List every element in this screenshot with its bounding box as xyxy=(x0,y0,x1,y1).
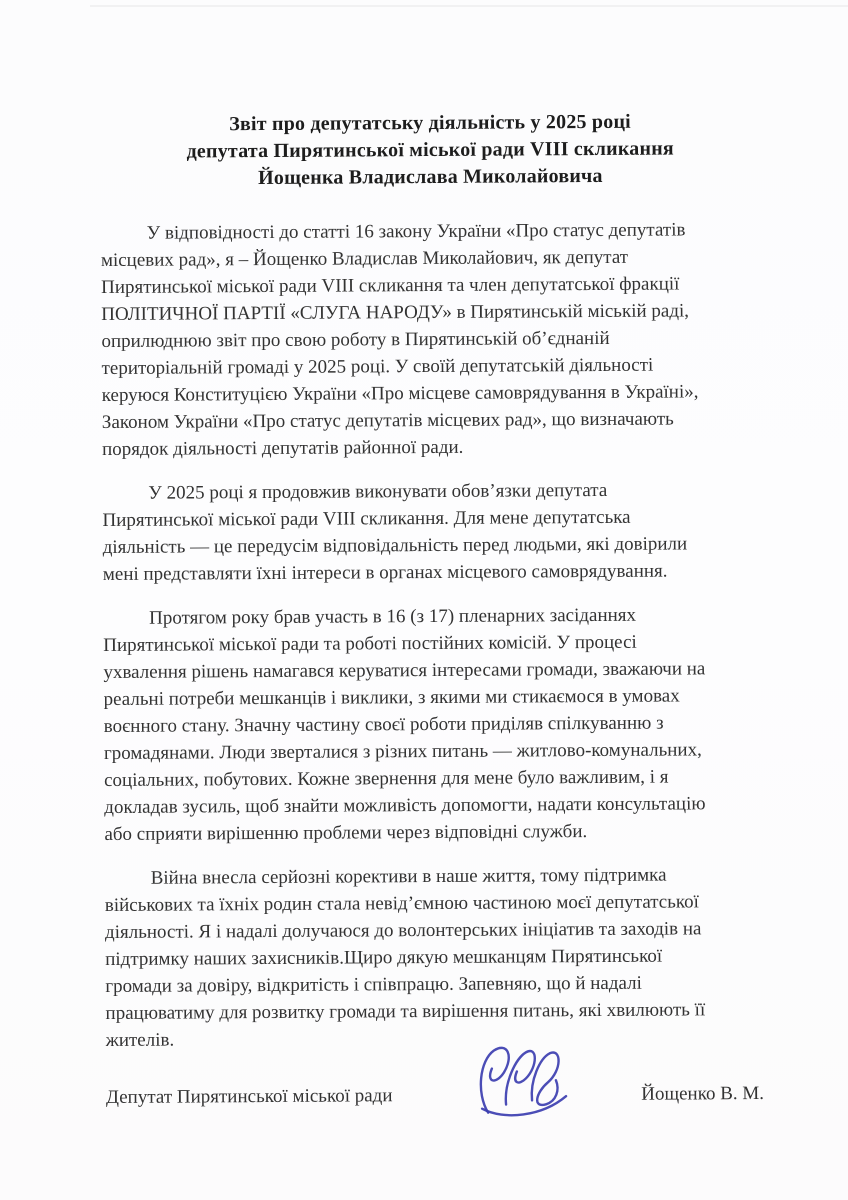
paragraph-legal-basis: У відповідності до статті 16 закону України «Про статус депутатів місцевих рад», я – Йощенко Владислав Миколайович, як депутат Пирятинської міської ради VIII скликання та член депутатської фракції ПОЛІТИЧНОЇ ПАРТІЇ «СЛУГА НАРОДУ» в Пирятинській міській раді, оприлюднюю звіт про свою роботу в Пирятинській об’єднаній територіальній громаді у 2025 році. У своїй депутатській діяльності керуюся Конституцією України «Про місцеве самоврядування в Україні», Законом України «Про статус депутатів місцевих рад», що визначають порядок діяльності депутатів районної ради. xyxy=(100,219,699,461)
signature-block xyxy=(106,1067,766,1125)
scan-artifact-line xyxy=(90,5,848,7)
report-title-line-2: депутата Пирятинської міської ради VIII скликання xyxy=(186,137,674,163)
paragraph-duties: У 2025 році я продовжив виконувати обов’язки депутата Пирятинської міської ради VIII скликання. Для мене депутатська діяльність — це передусім відповідальність перед людьми, які довірили мені представляти їхні інтереси в органах місцевого самоврядування. xyxy=(102,479,688,586)
signature-icon xyxy=(467,1038,578,1123)
signer-position-label: Депутат Пирятинської міської ради xyxy=(105,1085,393,1108)
report-title-line-1: Звіт про депутатську діяльність у 2025 році xyxy=(229,110,631,136)
document-content xyxy=(100,108,766,1125)
report-title xyxy=(100,108,760,193)
paragraph-war-volunteering: Війна внесла серйозні корективи в наше життя, тому підтримка військових та їхніх родин стала невід’ємною частиною моєї депутатської діяльності. Я і надалі долучаюся до волонтерських ініціатив та заходів на підтримку наших захисників.Щиро дякую мешканцям Пирятинської громади за довіру, відкритість і співпрацю. Запевняю, що й надалі працюватиму для розвитку громади та вирішення питань, які хвилюють її жителів. xyxy=(104,864,706,1051)
paragraph-sessions-work: Протягом року брав участь в 16 (з 17) пленарних засіданнях Пирятинської міської ради та роботі постійних комісій. У процесі ухвалення рішень намагався керуватися інтересами громади, зважаючи на реальні потреби мешканців і виклики, з якими ми стикаємося в умовах воєнного стану. Значну частину своєї роботи приділяв спілкуванню з громадянами. Люди зверталися з різних питань — житлово-комунальних, соціальних, побутових. Кожне звернення для мене було важливим, і я докладав зусиль, щоб знайти можливість допомогти, надати консультацію або сприяти вирішенню проблеми через відповідні служби. xyxy=(103,604,706,846)
handwritten-signature-image xyxy=(467,1038,578,1123)
signer-name: Йощенко В. М. xyxy=(641,1082,765,1105)
report-title-line-3: Йощенка Владислава Миколайовича xyxy=(258,164,603,190)
